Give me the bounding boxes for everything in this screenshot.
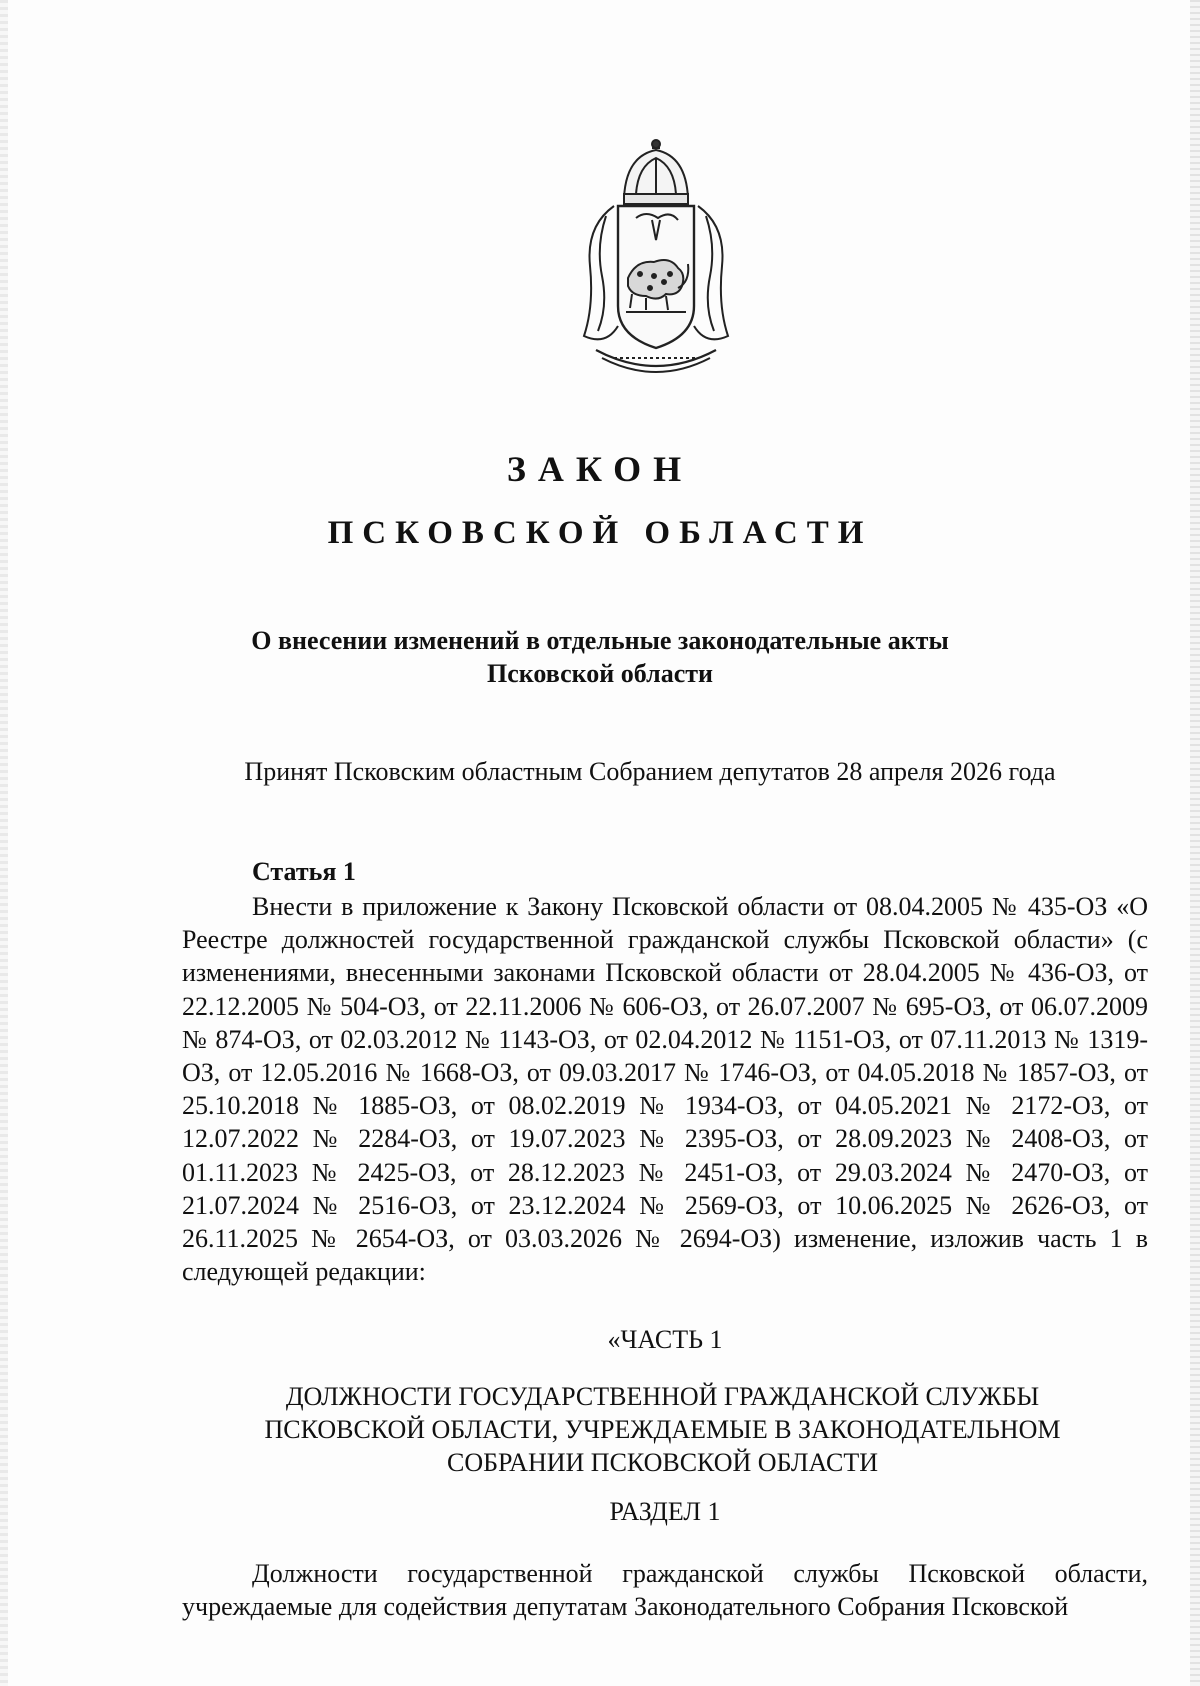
- subtitle-line-2: Псковской области: [486, 659, 713, 688]
- section-body: Должности государственной гражданской службы Псковской области, учреждаемые для содействия депутатам Законодательного Собрания Псковской: [182, 1559, 1148, 1621]
- adoption-statement: Принят Псковским областным Собранием депутатов 28 апреля 2026 года: [244, 757, 1056, 786]
- part-title: [200, 1380, 1125, 1479]
- article-body: Внести в приложение к Закону Псковской области от 08.04.2005 № 435-ОЗ «О Реестре должностей государственной гражданской службы Псковской области» (с изменениями, внесенными законами Псковской области от 28.04.2005 № 436-ОЗ, от 22.12.2005 № 504-ОЗ, от 22.11.2006 № 606-ОЗ, от 26.07.2007 № 695-ОЗ, от 06.07.2009 № 874-ОЗ, от 02.03.2012 № 1143-ОЗ, от 02.04.2012 № 1151-ОЗ, от 07.11.2013 № 1319-ОЗ, от 12.05.2016 № 1668-ОЗ, от 09.03.2017 № 1746-ОЗ, от 04.05.2018 № 1857-ОЗ, от 25.10.2018 № 1885-ОЗ, от 08.02.2019 № 1934-ОЗ, от 04.05.2021 № 2172-ОЗ, от 12.07.2022 № 2284-ОЗ, от 19.07.2023 № 2395-ОЗ, от 28.09.2023 № 2408-ОЗ, от 01.11.2023 № 2425-ОЗ, от 28.12.2023 № 2451-ОЗ, от 29.03.2024 № 2470-ОЗ, от 21.07.2024 № 2516-ОЗ, от 23.12.2024 № 2569-ОЗ, от 10.06.2025 № 2626-ОЗ, от 26.11.2025 № 2654-ОЗ, от 03.03.2026 № 2694-ОЗ) изменение, изложив часть 1 в следующей редакции:: [182, 892, 1148, 1287]
- part-label: «ЧАСТЬ 1: [607, 1325, 723, 1354]
- law-subtitle: [200, 624, 1000, 690]
- section-label: РАЗДЕЛ 1: [609, 1497, 721, 1526]
- subtitle-line-1: О внесении изменений в отдельные законодательные акты: [251, 626, 949, 655]
- pskov-coat-of-arms-icon: [566, 136, 746, 386]
- scan-edge-right: [1190, 0, 1200, 1686]
- law-title: ЗАКОН: [506, 449, 694, 489]
- scan-edge-left: [0, 0, 8, 1686]
- article-heading: Статья 1: [252, 857, 356, 886]
- region-title: ПСКОВСКОЙ ОБЛАСТИ: [327, 515, 873, 551]
- part-title-line-3: СОБРАНИИ ПСКОВСКОЙ ОБЛАСТИ: [447, 1448, 878, 1477]
- part-title-line-2: ПСКОВСКОЙ ОБЛАСТИ, УЧРЕЖДАЕМЫЕ В ЗАКОНОДАТЕЛЬНОМ: [264, 1415, 1061, 1444]
- part-title-line-1: ДОЛЖНОСТИ ГОСУДАРСТВЕННОЙ ГРАЖДАНСКОЙ СЛУЖБЫ: [285, 1382, 1040, 1411]
